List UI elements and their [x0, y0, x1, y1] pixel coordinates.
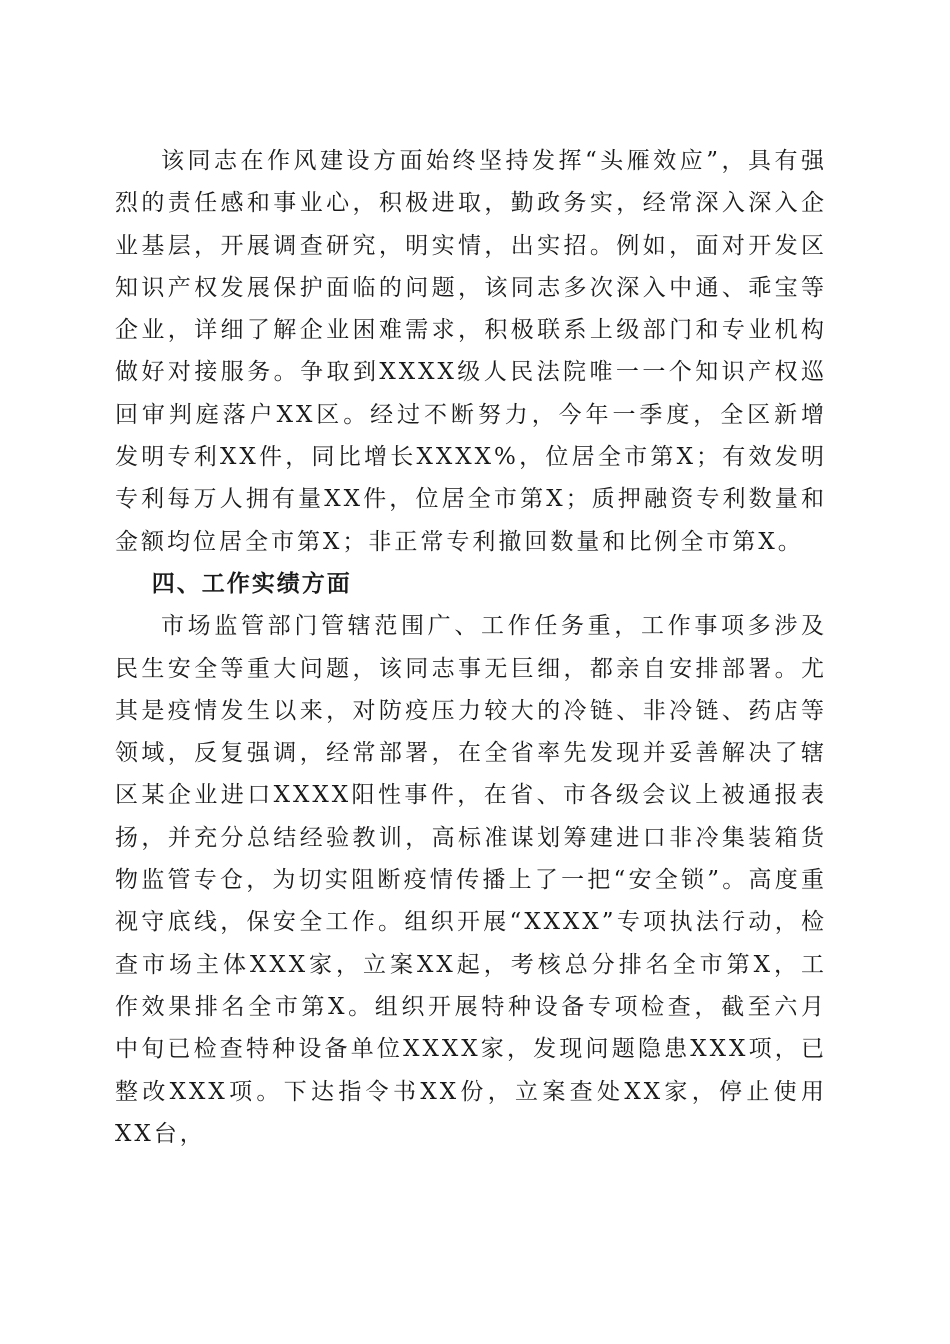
document-body: [115, 140, 827, 1155]
paragraph-work-achievements: 市场监管部门管辖范围广、工作任务重，工作事项多涉及民生安全等重大问题，该同志事无巨细，都亲自安排部署。尤其是疫情发生以来，对防疫压力较大的冷链、非冷链、药店等领域，反复强调，经常部署，在全省率先发现并妥善解决了辖区某企业进口XXXX阳性事件，在省、市各级会议上被通报表扬，并充分总结经验教训，高标准谋划筹建进口非冷集装箱货物监管专仓，为切实阻断疫情传播上了一把“安全锁”。高度重视守底线，保安全工作。组织开展“XXXX”专项执法行动，检查市场主体XXX家，立案XX起，考核总分排名全市第X，工作效果排名全市第X。组织开展特种设备专项检查，截至六月中旬已检查特种设备单位XXXX家，发现问题隐患XXX项，已整改XXX项。下达指令书XX份，立案查处XX家，停止使用XX台，: [115, 613, 827, 1147]
paragraph-work-style: 该同志在作风建设方面始终坚持发挥“头雁效应”，具有强烈的责任感和事业心，积极进取，勤政务实，经常深入深入企业基层，开展调查研究，明实情，出实招。例如，面对开发区知识产权发展保护面临的问题，该同志多次深入中通、乖宝等企业，详细了解企业困难需求，积极联系上级部门和专业机构做好对接服务。争取到XXXX级人民法院唯一一个知识产权巡回审判庭落户XX区。经过不断努力，今年一季度，全区新增发明专利XX件，同比增长XXXX%，位居全市第X；有效发明专利每万人拥有量XX件，位居全市第X；质押融资专利数量和金额均位居全市第X；非正常专利撤回数量和比例全市第X。: [115, 148, 827, 555]
section-heading-work-achievements: 四、工作实绩方面: [151, 570, 352, 597]
